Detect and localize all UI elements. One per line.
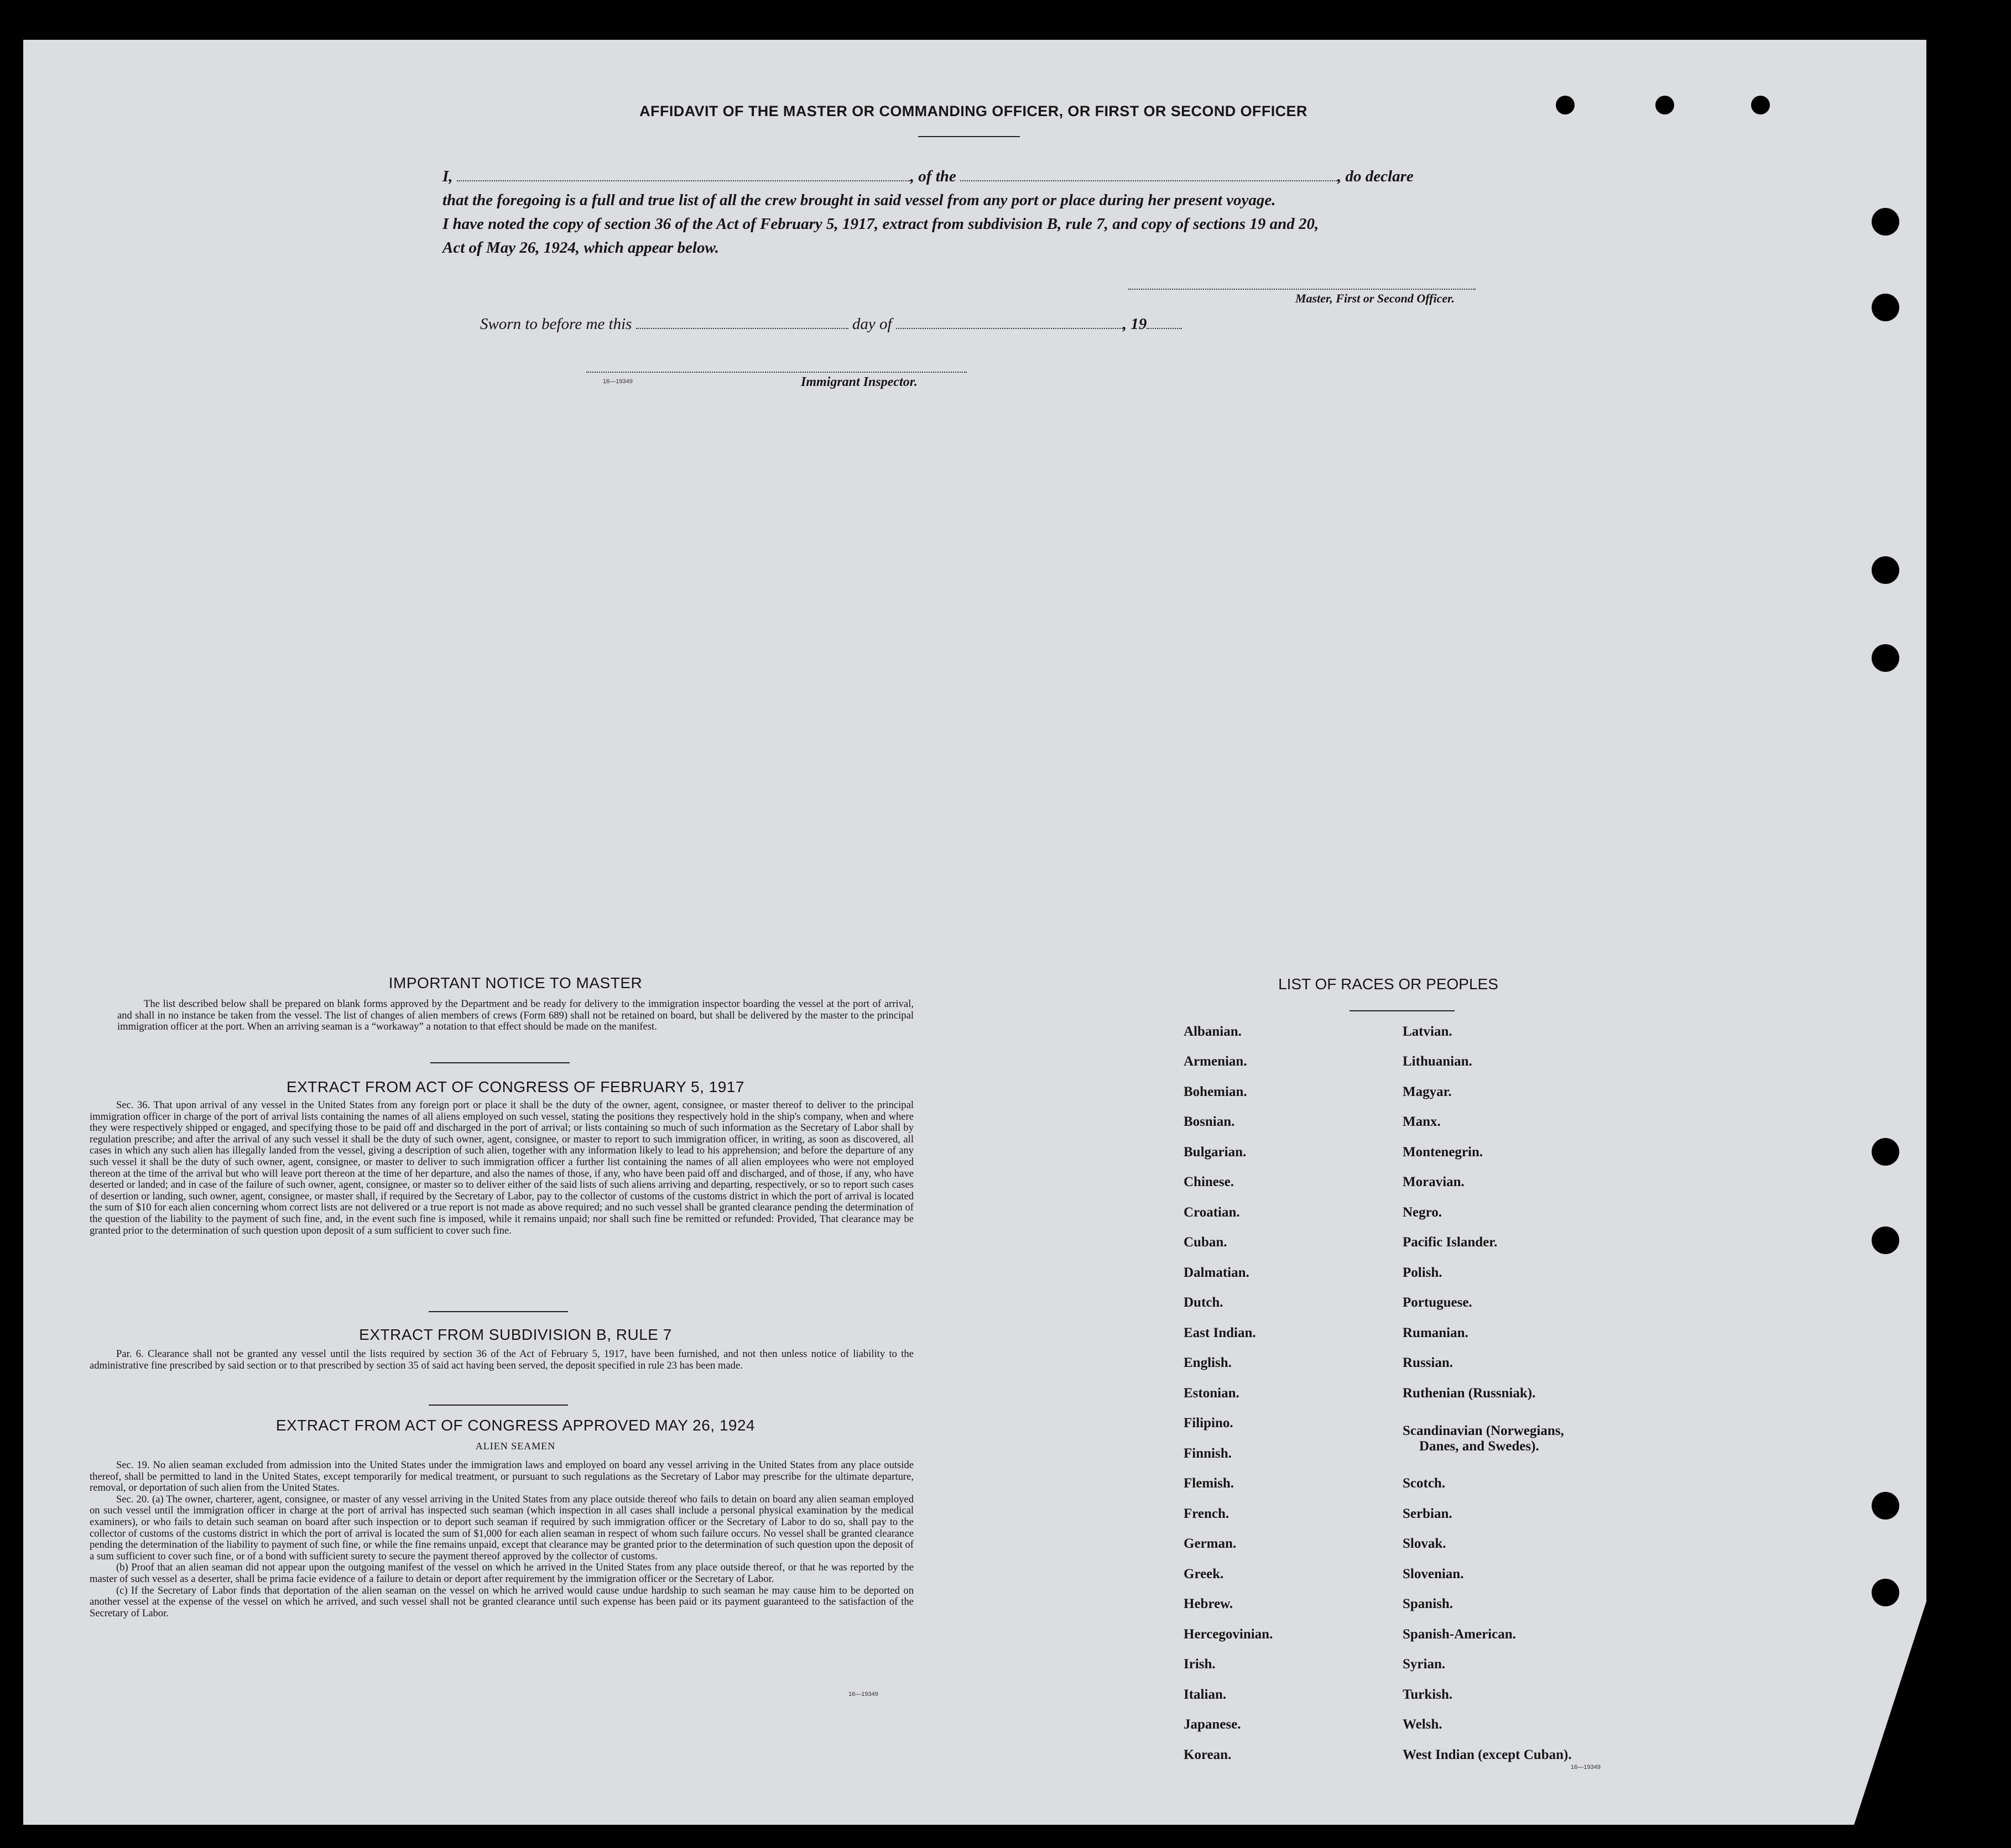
form-code: 16—19349 <box>1571 1764 1601 1771</box>
race-left: Korean. <box>1184 1747 1232 1762</box>
race-left: Croatian. <box>1184 1205 1240 1220</box>
declaration-line-3: I have noted the copy of section 36 of the Act of February 5, 1917, extract from subdivision B, rule 7, and copy of sections 19 and 20, <box>442 215 1319 233</box>
alien-seamen-heading: ALIEN SEAMEN <box>475 1440 556 1452</box>
race-right: Latvian. <box>1403 1024 1452 1039</box>
race-right: Polish. <box>1403 1265 1442 1280</box>
race-right: West Indian (except Cuban). <box>1403 1747 1572 1762</box>
punch-hole <box>1872 556 1899 584</box>
race-left: Estonian. <box>1184 1386 1239 1401</box>
sec-20c-text: (c) If the Secretary of Labor finds that deportation of the alien seaman on the vessel on which he arrived would cause undue hardship to such seaman he may cause him to be deported on another vessel at the expense of the vessel on which he arrived, and such vessel shall not be granted clearance until such expense has been paid or its payment guaranteed to the satisfaction of the Secretary of Labor. <box>90 1584 914 1619</box>
race-right: Slovenian. <box>1403 1567 1464 1581</box>
race-left: Bohemian. <box>1184 1084 1247 1099</box>
race-left: Chinese. <box>1184 1174 1234 1189</box>
extract-1924-body <box>90 1460 914 1619</box>
race-left: Irish. <box>1184 1657 1216 1672</box>
extract-1924-heading: EXTRACT FROM ACT OF CONGRESS APPROVED MAY 26, 1924 <box>275 1417 756 1434</box>
race-right: Lithuanian. <box>1403 1054 1472 1069</box>
race-left: Bosnian. <box>1184 1114 1235 1129</box>
race-left: East Indian. <box>1184 1325 1256 1340</box>
affidavit-title: AFFIDAVIT OF THE MASTER OR COMMANDING OFFICER, OR FIRST OR SECOND OFFICER <box>639 103 1307 119</box>
divider <box>918 136 1020 137</box>
race-right: Portuguese. <box>1403 1295 1472 1310</box>
race-left: Flemish. <box>1184 1476 1234 1491</box>
punch-hole <box>1872 294 1899 321</box>
race-right: Spanish. <box>1403 1596 1453 1611</box>
declaration-i: I, <box>442 168 453 185</box>
sworn-text: Sworn to before me this <box>480 315 632 333</box>
extract-1917-text: Sec. 36. That upon arrival of any vessel in the United States from any foreign port or place it shall be the duty of the owner, agent, consignee, or master thereof to deliver to the principal immigration officer in charge of the port of arrival lists containing the names of all aliens employed on such vessel, stating the positions they respectively hold in the ship's company, when and where they were respectively shipped or engaged, and specifying those to be paid off and discharged in the port of arrival; or lists containing so much of such information as the Secretary of Labor shall by regulation prescribe; and after the arrival of any such vessel it shall be the duty of such owner, agent, consignee, or master to report to such immigration officer, in writing, as soon as discovered, all cases in which any such alien has illegally landed from the vessel, giving a description of such alien, together with any information likely to lead to his apprehension; and before the departure of any such vessel it shall be the duty of such owner, agent, consignee, or master to deliver to such immigration officer a further list containing the names of all alien employees who were not employed thereon at the time of the arrival but who will leave port thereon at the time of her departure, and also the names of those, if any, who have been paid off and discharged, and of those, if any, who have deserted or landed; and in case of the failure of such owner, agent, consignee, or master so to deliver either of the said lists of such aliens arriving and departing, respectively, or so to report such cases of desertion or landing, such owner, agent, consignee, or master shall, if required by the Secretary of Labor, pay to the collector of customs of the customs district in which the port of arrival is located the sum of $10 for each alien concerning whom correct lists are not delivered or a true report is not made as above required; and no such vessel shall be granted clearance pending the determination of the question of the liability to the payment of such fine, and, in the event such fine is imposed, while it remains unpaid; nor shall such fine be remitted or refunded: Provided, That clearance may be granted prior to the determination of such question upon deposit of a sum sufficient to cover such fine. <box>90 1099 914 1236</box>
punch-hole <box>1751 96 1770 114</box>
race-left: Greek. <box>1184 1567 1224 1581</box>
notice-text: The list described below shall be prepared on blank forms approved by the Department and be ready for delivery to the immigration inspector boarding the vessel at the port of arrival, and shall in no instance be taken from the vessel. The list of changes of alien members of crews (Form 689) shall not be retained on board, but shall be delivered by the master to the principal immigration officer at the port. When an arriving seaman is a “workaway” a notation to that effect should be made on the manifest. <box>117 998 914 1033</box>
punch-hole <box>1872 1492 1899 1520</box>
sworn-day-of: day of <box>852 315 892 333</box>
declaration-of-the: , of the <box>910 168 956 185</box>
race-left: Hebrew. <box>1184 1596 1233 1611</box>
month-blank <box>896 317 1123 329</box>
form-code: 16—19349 <box>848 1691 878 1698</box>
race-right: Ruthenian (Russniak). <box>1403 1386 1536 1401</box>
punch-hole <box>1872 208 1899 236</box>
race-right: Spanish-American. <box>1403 1627 1516 1642</box>
race-right: Scandinavian (Norwegians, <box>1403 1423 1564 1438</box>
race-right: Rumanian. <box>1403 1325 1468 1340</box>
year-blank <box>1147 317 1182 329</box>
race-right: Welsh. <box>1403 1717 1442 1732</box>
race-right: Pacific Islander. <box>1403 1235 1498 1250</box>
sworn-line <box>480 315 1254 333</box>
notice-heading: IMPORTANT NOTICE TO MASTER <box>388 974 643 991</box>
race-left: Dalmatian. <box>1184 1265 1249 1280</box>
race-left: German. <box>1184 1536 1237 1551</box>
punch-hole <box>1872 644 1899 672</box>
inspector-signature-line <box>586 372 967 373</box>
sworn-year: , 19 <box>1122 315 1147 333</box>
race-left: Armenian. <box>1184 1054 1247 1069</box>
races-heading: LIST OF RACES OR PEOPLES <box>1278 975 1498 993</box>
race-right: Russian. <box>1403 1355 1453 1370</box>
race-right: Turkish. <box>1403 1687 1453 1702</box>
affidavit-declaration <box>442 165 1499 260</box>
race-left: Filipino. <box>1184 1416 1233 1431</box>
race-left: Dutch. <box>1184 1295 1223 1310</box>
sec-20b-text: (b) Proof that an alien seaman did not appear upon the outgoing manifest of the vessel on which he arrived in the United States from any place outside thereof, or that he was reported by the master of such vessel as a deserter, shall be prima facie evidence of a failure to detain or deport after requirement by the immigration officer or the Secretary of Labor. <box>90 1562 914 1585</box>
race-right-continuation: Danes, and Swedes). <box>1419 1439 1539 1454</box>
race-right: Syrian. <box>1403 1657 1446 1672</box>
punch-hole <box>1655 96 1674 114</box>
signature-line <box>1128 289 1476 290</box>
race-right: Montenegrin. <box>1403 1145 1483 1160</box>
race-left: Albanian. <box>1184 1024 1242 1039</box>
race-right: Magyar. <box>1403 1084 1452 1099</box>
declaration-line-2: that the foregoing is a full and true list of all the crew brought in said vessel from any port or place during her present voyage. <box>442 191 1276 209</box>
race-right: Slovak. <box>1403 1536 1446 1551</box>
declaration-line-4: Act of May 26, 1924, which appear below. <box>442 239 719 257</box>
sec-19-text: Sec. 19. No alien seaman excluded from admission into the United States under the immigration laws and employed on board any vessel arriving in the United States from any place outside thereof, shall be permitted to land in the United States, except temporarily for medical treatment, or pursuant to such regulations as the Secretary of Labor may prescribe for the ultimate departure, removal, or deportation of such alien from the United States. <box>90 1459 914 1494</box>
race-right: Negro. <box>1403 1205 1442 1220</box>
form-code: 16—19349 <box>603 378 633 385</box>
race-left: Finnish. <box>1184 1446 1232 1461</box>
race-left: Cuban. <box>1184 1235 1227 1250</box>
divider <box>429 1405 568 1406</box>
extract-rule7-heading: EXTRACT FROM SUBDIVISION B, RULE 7 <box>359 1326 672 1343</box>
signature-label: Master, First or Second Officer. <box>1295 291 1455 305</box>
divider <box>1350 1010 1455 1011</box>
race-left: Japanese. <box>1184 1717 1241 1732</box>
day-blank <box>636 317 848 329</box>
punch-hole <box>1556 96 1575 114</box>
race-right: Serbian. <box>1403 1506 1452 1521</box>
race-left: Bulgarian. <box>1184 1145 1247 1160</box>
race-left: Hercegovinian. <box>1184 1627 1273 1642</box>
race-left: Italian. <box>1184 1687 1227 1702</box>
divider <box>429 1311 568 1312</box>
race-left: French. <box>1184 1506 1229 1521</box>
race-right: Manx. <box>1403 1114 1441 1129</box>
name-blank <box>457 169 910 181</box>
punch-hole <box>1872 1226 1899 1254</box>
race-right: Scotch. <box>1403 1476 1446 1491</box>
extract-1917-heading: EXTRACT FROM ACT OF CONGRESS OF FEBRUARY 5, 1917 <box>286 1078 744 1095</box>
vessel-blank <box>960 169 1337 181</box>
divider <box>430 1062 570 1063</box>
punch-hole <box>1872 1579 1899 1606</box>
inspector-label: Immigrant Inspector. <box>801 375 918 389</box>
declaration-do-declare: , do declare <box>1337 168 1414 185</box>
punch-hole <box>1872 1138 1899 1166</box>
extract-rule7-text: Par. 6. Clearance shall not be granted any vessel until the lists required by section 36 of the Act of February 5, 1917, have been furnished, and not then unless notice of liability to the administrative fine prescribed by said section or to that prescribed by section 35 of said act having been served, the deposit specified in rule 23 has been made. <box>90 1348 914 1371</box>
sec-20a-text: Sec. 20. (a) The owner, charterer, agent, consignee, or master of any vessel arriving in the United States from any place outside thereof who fails to detain on board any alien seaman employed on such vessel until the immigration officer in charge at the port of arrival has inspected such seaman (which inspection in all cases shall include a personal physical examination by the medical examiners), or who fails to detain such seaman on board after such inspection or to deport such seaman if required by such immigration officer or the Secretary of Labor to do so, shall pay to the collector of customs of the customs district in which the port of arrival is located the sum of $1,000 for each alien seaman in respect of whom such failure occurs. No vessel shall be granted clearance pending the determination of the liability to payment of such fine, or while the fine remains unpaid, except that clearance may be granted prior to the determination of such question upon the deposit of a sum sufficient to cover such fine, or of a bond with sufficient surety to secure the payment thereof approved by the collector of customs. <box>90 1493 914 1562</box>
race-right: Moravian. <box>1403 1174 1465 1189</box>
race-left: English. <box>1184 1355 1232 1370</box>
